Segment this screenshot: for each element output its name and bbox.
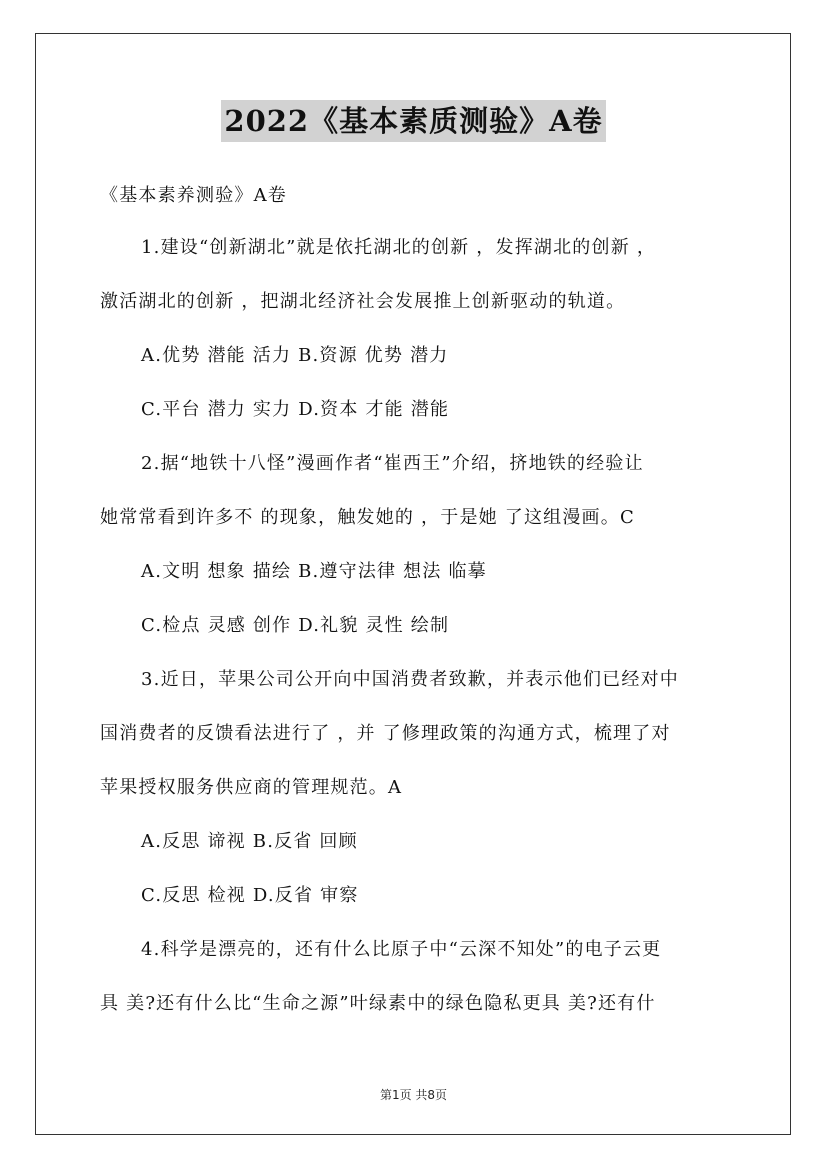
text-line: C.检点 灵感 创作 D.礼貌 灵性 绘制: [141, 615, 450, 636]
document-subtitle: 《基本素养测验》A卷: [100, 185, 287, 206]
text-line: 2.据“地铁十八怪”漫画作者“崔西王”介绍，挤地铁的经验让: [141, 453, 644, 474]
text-line: 国消费者的反馈看法进行了 ，并 了修理政策的沟通方式，梳理了对: [100, 723, 671, 744]
text-line: 3.近日，苹果公司公开向中国消费者致歉，并表示他们已经对中: [141, 669, 679, 690]
text-line: C.平台 潜力 实力 D.资本 才能 潜能: [141, 399, 450, 420]
text-line: 4.科学是漂亮的，还有什么比原子中“云深不知处”的电子云更: [141, 939, 662, 960]
page-footer: 第1页 共8页: [379, 1088, 448, 1102]
text-line: A.反思 谛视 B.反省 回顾: [141, 831, 358, 852]
title-wrap: [0, 100, 827, 142]
text-line: 激活湖北的创新 ，把湖北经济社会发展推上创新驱动的轨道。: [100, 291, 626, 312]
text-line: C.反思 检视 D.反省 审察: [141, 885, 359, 906]
document-title: 2022《基本素质测验》A卷: [221, 100, 605, 142]
text-line: 1.建设“创新湖北”就是依托湖北的创新 ，发挥湖北的创新 ，: [141, 237, 657, 258]
text-line: A.文明 想象 描绘 B.遵守法律 想法 临摹: [141, 561, 487, 582]
text-line: 她常常看到许多不 的现象，触发她的 ，于是她 了这组漫画。C: [100, 507, 635, 528]
text-line: 苹果授权服务供应商的管理规范。A: [100, 777, 403, 798]
text-line: 具 美?还有什么比“生命之源”叶绿素中的绿色隐私更具 美?还有什: [100, 993, 656, 1014]
text-line: A.优势 潜能 活力 B.资源 优势 潜力: [141, 345, 449, 366]
